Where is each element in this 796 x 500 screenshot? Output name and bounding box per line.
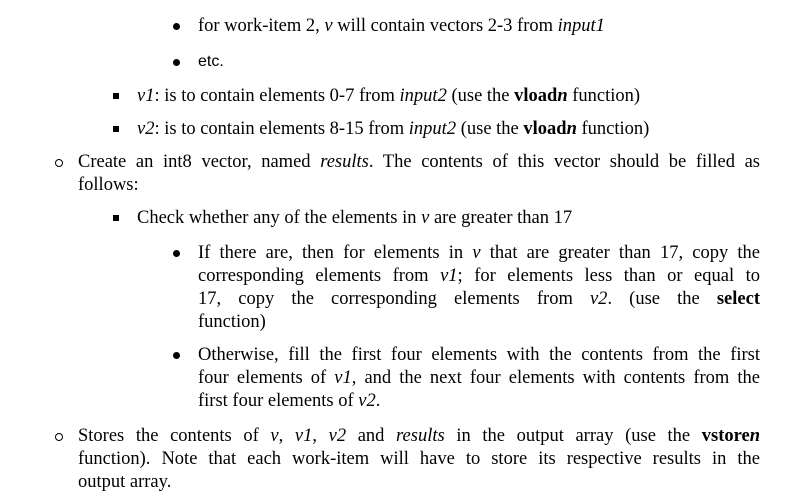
- bullet-dot: [173, 352, 180, 359]
- otherwise-line3: first four elements of v2.: [198, 391, 381, 411]
- create-results-line2: follows:: [78, 175, 139, 195]
- circle-bullet: [55, 433, 63, 441]
- stores-line1: Stores the contents of v, v1, v2 and results in the output array (use the vstoren: [78, 426, 761, 446]
- bullet-dot: [173, 59, 180, 66]
- otherwise-line2: four elements of v1, and the next four elements with contents from the: [198, 368, 760, 388]
- bullet-check: Check whether any of the elements in v are greater than 17: [137, 208, 573, 228]
- square-bullet: [113, 215, 119, 221]
- if-line3: 17, copy the corresponding elements from v2. (use the select: [198, 289, 760, 309]
- bullet-v1: v1: is to contain elements 0-7 from input2 (use the vloadn function): [137, 86, 641, 106]
- square-bullet: [113, 126, 119, 132]
- create-results-line1: Create an int8 vector, named results. The contents of this vector should be filled as: [78, 152, 760, 172]
- bullet-work-item-2: for work-item 2, v will contain vectors 2-3 from input1: [198, 16, 605, 36]
- bullet-etc: etc.: [198, 53, 224, 70]
- if-line2: corresponding elements from v1; for elements less than or equal to: [198, 266, 761, 286]
- square-bullet: [113, 93, 119, 99]
- if-line1: If there are, then for elements in v that are greater than 17, copy the: [198, 243, 761, 263]
- stores-line3: output array.: [78, 472, 172, 492]
- circle-bullet: [55, 159, 63, 167]
- stores-line2: function). Note that each work-item will have to store its respective results in the: [78, 449, 760, 469]
- otherwise-line1: Otherwise, fill the first four elements with the contents from the first: [198, 345, 760, 365]
- if-line4: function): [198, 312, 266, 332]
- bullet-dot: [173, 250, 180, 257]
- bullet-dot: [173, 23, 180, 30]
- bullet-v2: v2: is to contain elements 8-15 from input2 (use the vloadn function): [137, 119, 650, 139]
